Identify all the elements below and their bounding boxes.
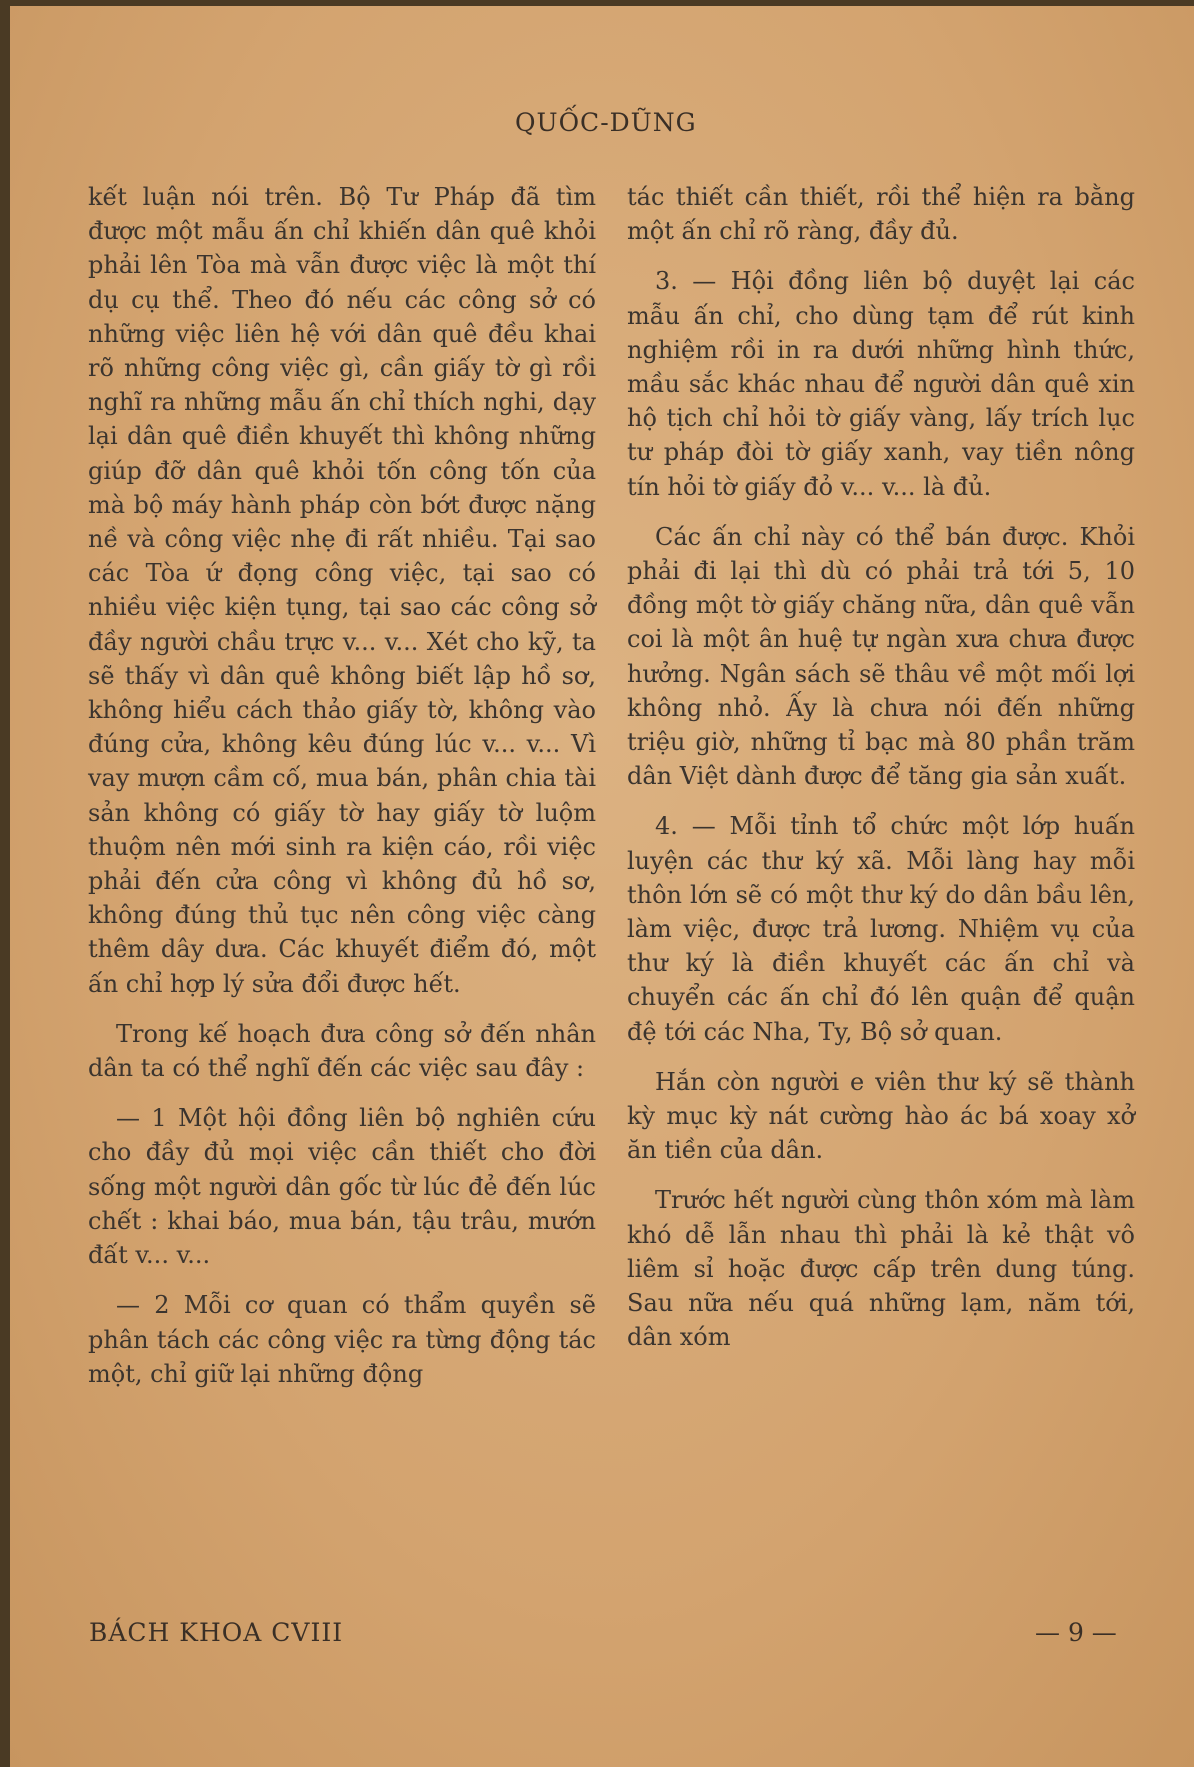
page-number: — 9 — xyxy=(1035,1618,1117,1647)
paragraph: tác thiết cần thiết, rồi thể hiện ra bằng một ấn chỉ rõ ràng, đầy đủ. xyxy=(627,183,1135,246)
paragraph: Các ấn chỉ này có thể bán được. Khỏi phải đi lại thì dù có phải trả tới 5, 10 đồng một tờ giấy chăng nữa, dân quê vẫn coi là một ân huệ tự ngàn xưa chưa được hưởng. Ngân sách sẽ thâu về một mối lợi không nhỏ. Ấy là chưa nói đến những triệu giờ, những tỉ bạc mà 80 phần trăm dân Việt dành được để tăng gia sản xuất. xyxy=(627,522,1135,791)
paragraph: Hắn còn người e viên thư ký sẽ thành kỳ mục kỳ nát cường hào ác bá xoay xở ăn tiền của dân. xyxy=(627,1067,1135,1165)
paragraph: 4. — Mỗi tỉnh tổ chức một lớp huấn luyện các thư ký xã. Mỗi làng hay mỗi thôn lớn sẽ có một thư ký do dân bầu lên, làm việc, được trả lương. Nhiệm vụ của thư ký là điền khuyết các ấn chỉ và chuyển các ấn chỉ đó lên quận để quận đệ tới các Nha, Ty, Bộ sở quan. xyxy=(627,812,1135,1046)
right-column xyxy=(627,180,1135,1355)
publication-footer: BÁCH KHOA CVIII xyxy=(89,1618,344,1647)
magazine-page xyxy=(10,6,1194,1767)
paragraph: kết luận nói trên. Bộ Tư Pháp đã tìm được một mẫu ấn chỉ khiến dân quê khỏi phải lên Tòa mà vẫn được việc là một thí dụ cụ thể. Theo đó nếu các công sở có những việc liên hệ với dân quê đều khai rõ những công việc gì, cần giấy tờ gì rồi nghĩ ra những mẫu ấn chỉ thích nghi, dạy lại dân quê điền khuyết thì không những giúp đỡ dân quê khỏi tốn công tốn của mà bộ máy hành pháp còn bớt được nặng nề và công việc nhẹ đi rất nhiều. Tại sao các Tòa ứ đọng công việc, tại sao có nhiều việc kiện tụng, tại sao các công sở đầy người chầu trực v... v... Xét cho kỹ, ta sẽ thấy vì dân quê không biết lập hồ sơ, không hiểu cách thảo giấy tờ, không vào đúng cửa, không kêu đúng lúc v... v... Vì vay mượn cầm cố, mua bán, phân chia tài sản không có giấy tờ hay giấy tờ luộm thuộm nên mới sinh ra kiện cáo, rồi việc phải đến cửa công vì không đủ hồ sơ, không đúng thủ tục nên công việc càng thêm dây dưa. Các khuyết điểm đó, một ấn chỉ hợp lý sửa đổi được hết. xyxy=(88,183,596,998)
paragraph: — 2 Mỗi cơ quan có thẩm quyền sẽ phân tách các công việc ra từng động tác một, chỉ giữ lại những động xyxy=(88,1291,596,1388)
paragraph: Trong kế hoạch đưa công sở đến nhân dân ta có thể nghĩ đến các việc sau đây : xyxy=(88,1019,596,1083)
paragraph: — 1 Một hội đồng liên bộ nghiên cứu cho đầy đủ mọi việc cần thiết cho đời sống một người dân gốc từ lúc đẻ đến lúc chết : khai báo, mua bán, tậu trâu, mướn đất v... v... xyxy=(88,1104,596,1270)
paragraph: 3. — Hội đồng liên bộ duyệt lại các mẫu ấn chỉ, cho dùng tạm để rút kinh nghiệm rồi in ra dưới những hình thức, mầu sắc khác nhau để người dân quê xin hộ tịch chỉ hỏi tờ giấy vàng, lấy trích lục tư pháp đòi tờ giấy xanh, vay tiền nông tín hỏi tờ giấy đỏ v... v... là đủ. xyxy=(627,267,1135,501)
left-column xyxy=(88,180,596,1391)
paragraph: Trước hết người cùng thôn xóm mà làm khó dễ lẫn nhau thì phải là kẻ thật vô liêm sỉ hoặc được cấp trên dung túng. Sau nữa nếu quá những lạm, năm tới, dân xóm xyxy=(627,1186,1135,1352)
running-title: QUỐC-DŨNG xyxy=(515,108,697,137)
